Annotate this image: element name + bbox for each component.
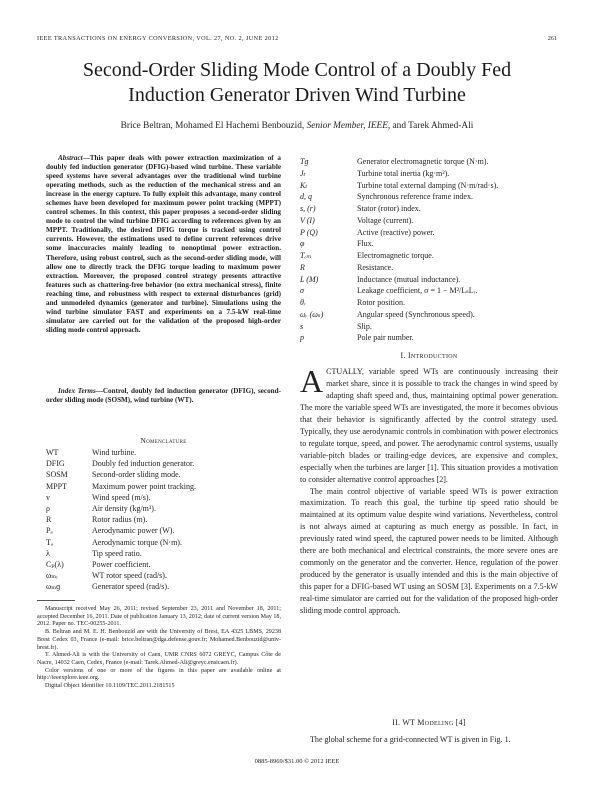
nomenclature-left-row bbox=[46, 469, 281, 480]
abstract-text: —This paper deals with power extraction maximization of a doubly fed induction generator (DFIG)-based wind turbine. These variable speed systems have several advantages over the traditional wind turbine operating methods, such as the reduction of the mechanical stress and an increase in the energy capture. To fully exploit this advantage, many control schemes have been developed for maximum power point tracking (MPPT) control schemes. In this context, this paper proposes a second-order sliding mode to control the wind turbine DFIG according to references given by an MPPT. Traditionally, the desired DFIG torque is tracked using control currents. However, the estimations used to define current references drive some inaccuracies mainly leading to nonoptimal power extraction. Therefore, using robust control, such as the second-order sliding mode, will allow one to directly track the DFIG torque leading to maximum power extraction. Moreover, the proposed control strategy presents attractive features such as chattering-free behavior (no extra mechanical stress), finite reaching time, and robustness with respect to external disturbances (grid) and unmodeled dynamics (generator and turbine). Simulations using the wind turbine simulator FAST and experiments on a 7.5-kW real-time simulator are carried out for the validation of the proposed high-order sliding mode control approach. bbox=[46, 154, 281, 334]
nomenclature-left-definition: Generator speed (rad/s). bbox=[92, 582, 170, 592]
nomenclature-right-symbol: L (M) bbox=[300, 274, 319, 284]
nomenclature-left-definition: WT rotor speed (rad/s). bbox=[92, 571, 167, 581]
nomenclature-right-symbol: s, (r) bbox=[300, 204, 316, 213]
nomenclature-left-symbol: DFIG bbox=[46, 459, 65, 469]
nomenclature-left-symbol: v bbox=[46, 492, 50, 502]
nomenclature-left-symbol: λ bbox=[46, 548, 50, 558]
nomenclature-left-row bbox=[46, 537, 281, 548]
author-membership: Senior Member, IEEE, bbox=[306, 121, 391, 131]
footnote-affiliation-1: B. Beltran and M. E. H. Benbouzid are with the University of Brest, EA 4325 LBMS, 29238 Brest Cedex 03, France (e-mail: brice.beltran@dga.defense.gouv.fr; Mohamed.Benbouzid@univ-brest.fr). bbox=[37, 629, 281, 651]
nomenclature-right-definition: Turbine total inertia (kg·m²). bbox=[357, 168, 450, 178]
section-heading-wt-modeling: II. WT Modeling [4] bbox=[392, 718, 466, 727]
nomenclature-right-row bbox=[300, 203, 558, 215]
nomenclature-right-row bbox=[300, 250, 558, 262]
nomenclature-right-definition: Synchronous reference frame index. bbox=[357, 192, 473, 202]
nomenclature-right-row bbox=[300, 238, 558, 250]
nomenclature-right-row bbox=[300, 168, 558, 180]
nomenclature-left-row bbox=[46, 514, 281, 525]
abstract-label: Abstract bbox=[58, 154, 83, 162]
nomenclature-right-definition: Resistance. bbox=[357, 262, 394, 272]
footnote-affiliation-2: T. Ahmed-Ali is with the University of Caen, UMR CNRS 6072 GREYC, Campus Côte de Nacre, 14032 Caen, Cedex, France (e-mail: Tarek.Ahmed-Ali@greyc.ensicaen.fr). bbox=[37, 652, 281, 666]
nomenclature-right-symbol: Kₜ bbox=[300, 180, 308, 190]
nomenclature-right-symbol: P (Q) bbox=[300, 227, 318, 237]
author-names: Brice Beltran, Mohamed El Hachemi Benbouzid, bbox=[120, 121, 305, 131]
introduction-body bbox=[300, 363, 558, 617]
nomenclature-right-definition: Turbine total external damping (N·m/rad·s). bbox=[357, 180, 499, 190]
title-line-1: Second-Order Sliding Mode Control of a Doubly Fed bbox=[82, 59, 512, 81]
nomenclature-right-row bbox=[300, 332, 558, 344]
nomenclature-left-row bbox=[46, 570, 281, 581]
nomenclature-left-row bbox=[46, 458, 281, 469]
nomenclature-left-definition: Rotor radius (m). bbox=[92, 515, 148, 525]
author-line bbox=[0, 121, 594, 131]
nomenclature-right-row bbox=[300, 191, 558, 203]
nomenclature-left-definition: Wind speed (m/s). bbox=[92, 492, 151, 502]
nomenclature-left-symbol: MPPT bbox=[46, 481, 67, 491]
nomenclature-left-row bbox=[46, 525, 281, 536]
nomenclature-left-symbol: WT bbox=[46, 448, 59, 457]
nomenclature-left-definition: Aerodynamic power (W). bbox=[92, 526, 175, 536]
nomenclature-right-symbol: p bbox=[300, 333, 304, 343]
paper-title bbox=[0, 58, 594, 107]
nomenclature-left-symbol: R bbox=[46, 515, 52, 525]
nomenclature-right-definition: Slip. bbox=[357, 321, 372, 331]
nomenclature-left-definition: Second-order sliding mode. bbox=[92, 470, 181, 480]
nomenclature-right-row bbox=[300, 297, 558, 309]
nomenclature-right-row bbox=[300, 215, 558, 227]
nomenclature-left-symbol: ρ bbox=[46, 503, 50, 513]
nomenclature-right-symbol: θᵣ bbox=[300, 298, 306, 307]
nomenclature-left-symbol: Tₐ bbox=[46, 537, 54, 547]
title-line-2: Induction Generator Driven Wind Turbine bbox=[128, 83, 466, 106]
footnote-color-versions: Color versions of one or more of the figures in this paper are available online at http://ieeexplore.ieee.org. bbox=[37, 667, 281, 682]
nomenclature-right-row bbox=[300, 309, 558, 321]
nomenclature-left-definition: Air density (kg/m³). bbox=[92, 503, 156, 513]
nomenclature-right-definition: Rotor position. bbox=[357, 298, 406, 307]
nomenclature-left-definition: Maximum power point tracking. bbox=[92, 481, 196, 491]
intro-paragraph-1-text: CTUALLY, variable speed WTs are continuously increasing their market share, since it is possible to track the changes in wind speed by adapting shaft speed and, thus, maintaining optimal power generation. The more the variable speed WTs are investigated, the more it becomes obvious that their behavior is significantly affected by the control strategy used. Typically, they use aerodynamic controls in combination with power electronics to regulate torque, speed, and power. The aerodynamic control systems, usually variable-pitch blades or trailing-edge devices, are expensive and complex, especially when the turbines are larger [1]. This situation provides a motivation to consider alternative control approaches [2]. bbox=[300, 367, 558, 484]
nomenclature-right-definition: Active (reactive) power. bbox=[357, 227, 435, 237]
nomenclature-right-row bbox=[300, 227, 558, 239]
footnote-received: Manuscript received May 26, 2011; revised September 23, 2011 and November 18, 2011; accepted December 16, 2011. Date of publication January 13, 2012; date of current version May 18, 2012. Paper no. TEC-00255-2011. bbox=[37, 606, 281, 628]
nomenclature-right-definition: Flux. bbox=[357, 239, 374, 249]
nomenclature-right-symbol: ωᵣ (ωₛ) bbox=[300, 309, 324, 319]
nomenclature-left-definition: Power coefficient. bbox=[92, 559, 151, 569]
nomenclature-right-definition: Voltage (current). bbox=[357, 215, 414, 225]
nomenclature-right-definition: Stator (rotor) index. bbox=[357, 204, 421, 213]
nomenclature-right-symbol: Jₜ bbox=[300, 168, 306, 178]
nomenclature-right-definition: Inductance (mutual inductance). bbox=[357, 274, 461, 284]
section-heading-introduction: I. Introduction bbox=[400, 351, 458, 360]
wt-modeling-paragraph: The global scheme for a grid-connected WT is given in Fig. 1. bbox=[310, 735, 511, 744]
page-number: 261 bbox=[547, 35, 557, 42]
nomenclature-left-row bbox=[46, 447, 281, 458]
running-header: IEEE TRANSACTIONS ON ENERGY CONVERSION, VOL. 27, NO. 2, JUNE 2012 bbox=[37, 35, 279, 42]
nomenclature-right-symbol: Tₑₘ bbox=[300, 251, 312, 260]
index-terms-text: —Control, doubly fed induction generator (DFIG), second-order sliding mode (SOSM), wind turbine (WT). bbox=[46, 387, 281, 405]
nomenclature-right-row bbox=[300, 285, 558, 297]
footnote-doi: Digital Object Identifier 10.1109/TEC.2011.2181515 bbox=[45, 683, 175, 690]
nomenclature-left-symbol: ωₘᵣ bbox=[46, 571, 59, 581]
author-last: and Tarek Ahmed-Ali bbox=[392, 121, 474, 131]
nomenclature-left-row bbox=[46, 581, 281, 592]
nomenclature-title: Nomenclature bbox=[140, 436, 187, 445]
nomenclature-right-definition: Angular speed (Synchronous speed). bbox=[357, 309, 475, 319]
nomenclature-left-symbol: Cₚ(λ) bbox=[46, 559, 64, 569]
nomenclature-right-definition: Pole pair number. bbox=[357, 333, 414, 343]
nomenclature-left-row bbox=[46, 481, 281, 492]
nomenclature-left-definition: Doubly fed induction generator. bbox=[92, 459, 195, 469]
nomenclature-right-symbol: s bbox=[300, 321, 304, 331]
nomenclature-right-symbol: Tɡ bbox=[300, 157, 309, 166]
nomenclature-left-definition: Aerodynamic torque (N·m). bbox=[92, 537, 182, 547]
nomenclature-right-symbol: σ bbox=[300, 286, 304, 296]
nomenclature-left-symbol: Pₐ bbox=[46, 526, 53, 536]
nomenclature-right-symbol: V (I) bbox=[300, 215, 315, 225]
nomenclature-list-left bbox=[46, 447, 281, 592]
nomenclature-right-row bbox=[300, 262, 558, 274]
intro-paragraph-2: The main control objective of variable speed WTs is power extraction maximization. To reach this goal, the turbine tip speed ratio should be maintained at its optimum value despite wind variations. Nevertheless, control is not always aimed at capturing as much energy as possible. In fact, in previously rated wind speed, the captured power needs to be limited. Although there are both mechanical and electrical constraints, the more severe ones are commonly on the generator and the converter. Hence, regulation of the power produced by the generator is usually intended and this is the main objective of this paper for a DFIG-based WT using an SOSM [3]. Experiments on a 7.5-kW real-time simulator are carried out for the validation of the proposed high-order sliding mode control approach. bbox=[300, 486, 558, 616]
drop-cap: A bbox=[300, 363, 324, 399]
nomenclature-left-row bbox=[46, 503, 281, 514]
nomenclature-right-row bbox=[300, 156, 558, 168]
nomenclature-left-definition: Wind turbine. bbox=[92, 448, 137, 457]
nomenclature-left-definition: Tip speed ratio. bbox=[92, 548, 142, 558]
copyright-footer: 0885-8969/$31.00 © 2012 IEEE bbox=[254, 758, 340, 765]
index-terms bbox=[46, 387, 281, 405]
footnote-rule bbox=[37, 600, 75, 601]
nomenclature-right-symbol: R bbox=[300, 262, 305, 272]
nomenclature-right-definition: Leakage coefficient, σ = 1 − M²/LₛLᵣ. bbox=[357, 286, 478, 296]
nomenclature-right-row bbox=[300, 274, 558, 286]
nomenclature-left-row bbox=[46, 548, 281, 559]
nomenclature-left-row bbox=[46, 559, 281, 570]
nomenclature-list-right bbox=[300, 156, 558, 344]
nomenclature-right-definition: Generator electromagnetic torque (N·m). bbox=[357, 157, 489, 166]
nomenclature-right-row bbox=[300, 321, 558, 333]
nomenclature-right-symbol: φ bbox=[300, 239, 305, 249]
nomenclature-left-symbol: ωₘɡ bbox=[46, 582, 61, 592]
footnotes bbox=[37, 606, 281, 691]
abstract bbox=[46, 154, 281, 335]
intro-paragraph-1 bbox=[300, 363, 558, 486]
nomenclature-right-definition: Electromagnetic torque. bbox=[357, 251, 434, 260]
nomenclature-right-row bbox=[300, 180, 558, 192]
nomenclature-right-symbol: d, q bbox=[300, 192, 312, 202]
nomenclature-left-row bbox=[46, 492, 281, 503]
index-terms-label: Index Terms bbox=[58, 387, 96, 395]
nomenclature-left-symbol: SOSM bbox=[46, 470, 68, 480]
